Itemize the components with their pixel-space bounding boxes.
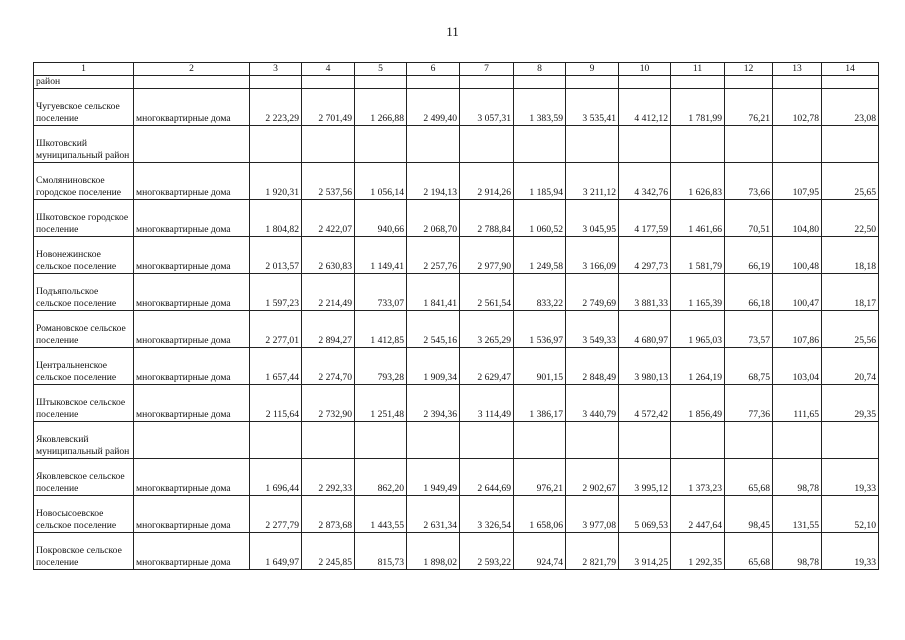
value-cell: 66,18: [725, 274, 773, 311]
value-cell: 70,51: [725, 200, 773, 237]
value-cell: 3 057,31: [460, 89, 514, 126]
value-cell: 2 394,36: [407, 385, 460, 422]
column-header: 12: [725, 63, 773, 76]
value-cell: 2 277,79: [250, 496, 302, 533]
value-cell: 1 264,19: [671, 348, 725, 385]
housing-type: многоквартирные дома: [134, 311, 250, 348]
value-cell: [671, 422, 725, 459]
value-cell: 2 545,16: [407, 311, 460, 348]
column-header: 11: [671, 63, 725, 76]
value-cell: 1 658,06: [514, 496, 566, 533]
value-cell: 3 326,54: [460, 496, 514, 533]
value-cell: 1 412,85: [355, 311, 407, 348]
value-cell: 2 068,70: [407, 200, 460, 237]
value-cell: [302, 422, 355, 459]
table-row: [34, 311, 879, 348]
value-cell: [773, 422, 822, 459]
value-cell: 3 881,33: [619, 274, 671, 311]
value-cell: 3 549,33: [566, 311, 619, 348]
district-row: [34, 422, 879, 459]
table-row: [34, 496, 879, 533]
housing-type: многоквартирные дома: [134, 274, 250, 311]
value-cell: 4 177,59: [619, 200, 671, 237]
value-cell: 2 593,22: [460, 533, 514, 570]
value-cell: 52,10: [822, 496, 879, 533]
value-cell: 25,65: [822, 163, 879, 200]
value-cell: 18,17: [822, 274, 879, 311]
housing-type: многоквартирные дома: [134, 496, 250, 533]
value-cell: [773, 76, 822, 89]
value-cell: 2 749,69: [566, 274, 619, 311]
column-header: 14: [822, 63, 879, 76]
table-row: [34, 348, 879, 385]
table-row: [34, 274, 879, 311]
housing-type: [134, 126, 250, 163]
value-cell: 3 440,79: [566, 385, 619, 422]
value-cell: 1 373,23: [671, 459, 725, 496]
value-cell: 29,35: [822, 385, 879, 422]
value-cell: 4 572,42: [619, 385, 671, 422]
value-cell: 2 821,79: [566, 533, 619, 570]
value-cell: [619, 126, 671, 163]
value-cell: 2 631,34: [407, 496, 460, 533]
value-cell: 2 894,27: [302, 311, 355, 348]
value-cell: 940,66: [355, 200, 407, 237]
page-number: 11: [446, 24, 459, 39]
value-cell: [773, 126, 822, 163]
value-cell: [619, 422, 671, 459]
value-cell: 1 536,97: [514, 311, 566, 348]
header-row: [34, 63, 879, 76]
value-cell: 2 194,13: [407, 163, 460, 200]
value-cell: 2 561,54: [460, 274, 514, 311]
value-cell: 68,75: [725, 348, 773, 385]
value-cell: 3 995,12: [619, 459, 671, 496]
value-cell: [822, 126, 879, 163]
value-cell: [460, 76, 514, 89]
column-header: 1: [34, 63, 134, 76]
settlement-name: Штыковское сельское поселение: [34, 385, 134, 422]
district-row: [34, 126, 879, 163]
value-cell: 1 841,41: [407, 274, 460, 311]
value-cell: [250, 126, 302, 163]
settlement-name: Шкотовский муниципальный район: [34, 126, 134, 163]
value-cell: 73,57: [725, 311, 773, 348]
value-cell: [302, 76, 355, 89]
value-cell: [671, 126, 725, 163]
housing-type: многоквартирные дома: [134, 89, 250, 126]
value-cell: 2 732,90: [302, 385, 355, 422]
settlement-name: Романовское сельское поселение: [34, 311, 134, 348]
settlement-name: Яковлевское сельское поселение: [34, 459, 134, 496]
value-cell: 3 211,12: [566, 163, 619, 200]
value-cell: 98,45: [725, 496, 773, 533]
housing-type: многоквартирные дома: [134, 348, 250, 385]
housing-type: [134, 76, 250, 89]
value-cell: 1 149,41: [355, 237, 407, 274]
value-cell: 833,22: [514, 274, 566, 311]
value-cell: 1 781,99: [671, 89, 725, 126]
settlement-name: район: [34, 76, 134, 89]
value-cell: [822, 76, 879, 89]
value-cell: [514, 76, 566, 89]
table-row: [34, 385, 879, 422]
value-cell: 1 185,94: [514, 163, 566, 200]
housing-type: [134, 422, 250, 459]
value-cell: 1 965,03: [671, 311, 725, 348]
value-cell: 65,68: [725, 533, 773, 570]
value-cell: 2 214,49: [302, 274, 355, 311]
value-cell: [407, 76, 460, 89]
value-cell: [355, 422, 407, 459]
value-cell: [355, 76, 407, 89]
value-cell: 815,73: [355, 533, 407, 570]
table-row: [34, 237, 879, 274]
value-cell: 1 804,82: [250, 200, 302, 237]
value-cell: [514, 422, 566, 459]
value-cell: 4 680,97: [619, 311, 671, 348]
housing-type: многоквартирные дома: [134, 459, 250, 496]
value-cell: [407, 422, 460, 459]
value-cell: 20,74: [822, 348, 879, 385]
value-cell: [250, 76, 302, 89]
value-cell: 1 249,58: [514, 237, 566, 274]
value-cell: [250, 422, 302, 459]
value-cell: [302, 126, 355, 163]
housing-type: многоквартирные дома: [134, 163, 250, 200]
settlement-name: Подъяпольское сельское поселение: [34, 274, 134, 311]
value-cell: 1 056,14: [355, 163, 407, 200]
value-cell: 2 223,29: [250, 89, 302, 126]
value-cell: 2 245,85: [302, 533, 355, 570]
value-cell: 862,20: [355, 459, 407, 496]
housing-type: многоквартирные дома: [134, 385, 250, 422]
value-cell: [725, 76, 773, 89]
column-header: 3: [250, 63, 302, 76]
value-cell: [514, 126, 566, 163]
settlement-name: Покровское сельское поселение: [34, 533, 134, 570]
value-cell: [725, 422, 773, 459]
value-cell: 65,68: [725, 459, 773, 496]
value-cell: 976,21: [514, 459, 566, 496]
value-cell: 2 914,26: [460, 163, 514, 200]
value-cell: 3 914,25: [619, 533, 671, 570]
value-cell: 2 499,40: [407, 89, 460, 126]
value-cell: 901,15: [514, 348, 566, 385]
value-cell: [619, 76, 671, 89]
settlement-name: Центральненское сельское поселение: [34, 348, 134, 385]
value-cell: 1 898,02: [407, 533, 460, 570]
value-cell: 131,55: [773, 496, 822, 533]
column-header: 10: [619, 63, 671, 76]
value-cell: 2 788,84: [460, 200, 514, 237]
value-cell: 100,47: [773, 274, 822, 311]
value-cell: 3 980,13: [619, 348, 671, 385]
value-cell: 19,33: [822, 459, 879, 496]
value-cell: 4 412,12: [619, 89, 671, 126]
housing-type: многоквартирные дома: [134, 237, 250, 274]
value-cell: 2 115,64: [250, 385, 302, 422]
column-header: 8: [514, 63, 566, 76]
value-cell: 3 977,08: [566, 496, 619, 533]
settlement-name: Смоляниновское городское поселение: [34, 163, 134, 200]
value-cell: 3 535,41: [566, 89, 619, 126]
settlement-name: Новонежинское сельское поселение: [34, 237, 134, 274]
value-cell: 104,80: [773, 200, 822, 237]
value-cell: 5 069,53: [619, 496, 671, 533]
value-cell: 2 274,70: [302, 348, 355, 385]
value-cell: 1 856,49: [671, 385, 725, 422]
settlement-name: Яковлевский муниципальный район: [34, 422, 134, 459]
settlement-name: Новосысоевское сельское поселение: [34, 496, 134, 533]
tariff-table: [33, 62, 879, 570]
value-cell: [566, 76, 619, 89]
value-cell: [566, 422, 619, 459]
value-cell: 2 422,07: [302, 200, 355, 237]
value-cell: 4 297,73: [619, 237, 671, 274]
value-cell: 19,33: [822, 533, 879, 570]
column-header: 4: [302, 63, 355, 76]
value-cell: 1 626,83: [671, 163, 725, 200]
value-cell: 1 165,39: [671, 274, 725, 311]
value-cell: 793,28: [355, 348, 407, 385]
table-row: [34, 459, 879, 496]
value-cell: 2 630,83: [302, 237, 355, 274]
value-cell: 2 277,01: [250, 311, 302, 348]
value-cell: 2 447,64: [671, 496, 725, 533]
value-cell: 111,65: [773, 385, 822, 422]
value-cell: 1 386,17: [514, 385, 566, 422]
column-header: 2: [134, 63, 250, 76]
value-cell: 1 060,52: [514, 200, 566, 237]
value-cell: 66,19: [725, 237, 773, 274]
value-cell: 2 873,68: [302, 496, 355, 533]
value-cell: 3 265,29: [460, 311, 514, 348]
value-cell: 100,48: [773, 237, 822, 274]
value-cell: 1 461,66: [671, 200, 725, 237]
value-cell: 107,86: [773, 311, 822, 348]
value-cell: 1 443,55: [355, 496, 407, 533]
value-cell: 77,36: [725, 385, 773, 422]
value-cell: 1 383,59: [514, 89, 566, 126]
value-cell: 98,78: [773, 533, 822, 570]
value-cell: [407, 126, 460, 163]
value-cell: 2 701,49: [302, 89, 355, 126]
housing-type: многоквартирные дома: [134, 533, 250, 570]
value-cell: 102,78: [773, 89, 822, 126]
value-cell: 18,18: [822, 237, 879, 274]
value-cell: [460, 126, 514, 163]
district-row: [34, 76, 879, 89]
column-header: 7: [460, 63, 514, 76]
housing-type: многоквартирные дома: [134, 200, 250, 237]
column-header: 13: [773, 63, 822, 76]
value-cell: 98,78: [773, 459, 822, 496]
settlement-name: Шкотовское городское поселение: [34, 200, 134, 237]
value-cell: 1 581,79: [671, 237, 725, 274]
value-cell: 4 342,76: [619, 163, 671, 200]
table-row: [34, 533, 879, 570]
value-cell: [671, 76, 725, 89]
value-cell: 1 292,35: [671, 533, 725, 570]
value-cell: 1 657,44: [250, 348, 302, 385]
value-cell: [725, 126, 773, 163]
value-cell: 25,56: [822, 311, 879, 348]
settlement-name: Чугуевское сельское поселение: [34, 89, 134, 126]
value-cell: 2 848,49: [566, 348, 619, 385]
column-header: 5: [355, 63, 407, 76]
table-row: [34, 163, 879, 200]
value-cell: 924,74: [514, 533, 566, 570]
value-cell: 73,66: [725, 163, 773, 200]
value-cell: 1 597,23: [250, 274, 302, 311]
value-cell: 1 251,48: [355, 385, 407, 422]
value-cell: 107,95: [773, 163, 822, 200]
value-cell: 23,08: [822, 89, 879, 126]
value-cell: 76,21: [725, 89, 773, 126]
value-cell: 2 292,33: [302, 459, 355, 496]
value-cell: [355, 126, 407, 163]
table-row: [34, 89, 879, 126]
value-cell: 2 013,57: [250, 237, 302, 274]
value-cell: 3 114,49: [460, 385, 514, 422]
column-header: 9: [566, 63, 619, 76]
value-cell: 2 257,76: [407, 237, 460, 274]
value-cell: [822, 422, 879, 459]
value-cell: 1 696,44: [250, 459, 302, 496]
value-cell: 733,07: [355, 274, 407, 311]
value-cell: [460, 422, 514, 459]
value-cell: 2 629,47: [460, 348, 514, 385]
value-cell: 22,50: [822, 200, 879, 237]
column-header: 6: [407, 63, 460, 76]
value-cell: 2 644,69: [460, 459, 514, 496]
value-cell: 2 902,67: [566, 459, 619, 496]
value-cell: 1 266,88: [355, 89, 407, 126]
value-cell: 2 537,56: [302, 163, 355, 200]
table-row: [34, 200, 879, 237]
value-cell: 1 949,49: [407, 459, 460, 496]
value-cell: 3 045,95: [566, 200, 619, 237]
value-cell: 103,04: [773, 348, 822, 385]
value-cell: 1 649,97: [250, 533, 302, 570]
value-cell: 1 920,31: [250, 163, 302, 200]
value-cell: 3 166,09: [566, 237, 619, 274]
value-cell: 2 977,90: [460, 237, 514, 274]
value-cell: [566, 126, 619, 163]
value-cell: 1 909,34: [407, 348, 460, 385]
